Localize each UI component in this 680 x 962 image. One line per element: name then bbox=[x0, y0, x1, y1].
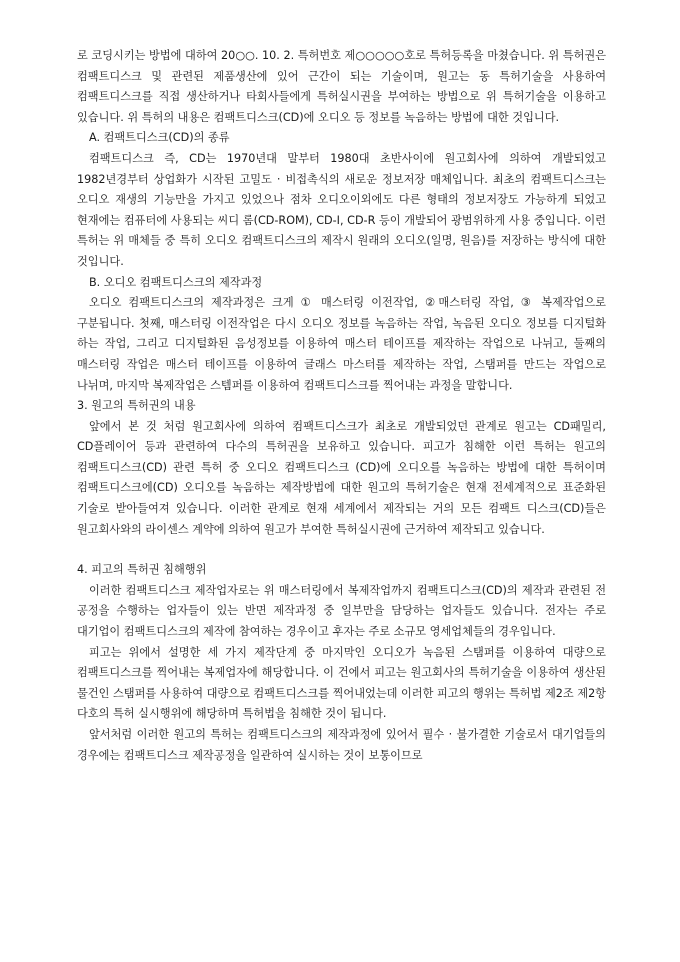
section-heading-3: 3. 원고의 특허권의 내용 bbox=[77, 399, 196, 413]
body-paragraph: 컴팩트디스크 즉, CD는 1970년대 말부터 1980대 초반사이에 원고회사에 의하여 개발되었고 1982년경부터 상업화가 시작된 고밀도 · 비접촉식의 새로운 정보저장 매체입니다. 최초의 컴팩트디스크는 오디오 재생의 기능만을 가지고 있었으나 점차 오디오이외에도 다른 형태의 정보저장도 가능하게 되었고 현재에는 컴퓨터에 사용되는 씨디 롬(CD-ROM), CD-I, CD-R 등이 개발되어 광범위하게 사용 중입니다. 이런 특허는 위 매체들 중 특히 오디오 컴팩트디스크의 제작시 원래의 오디오(일명, 원음)를 저장하는 방식에 대한 것입니다. bbox=[77, 151, 606, 268]
body-paragraph: 피고는 위에서 설명한 세 가지 제작단계 중 마지막인 오디오가 녹음된 스탬퍼를 이용하여 대량으로 컴팩트디스크를 찍어내는 복제업자에 해당합니다. 이 건에서 피고는 원고회사의 특허기술을 이용하여 생산된 물건인 스탬퍼를 사용하여 대량으로 컴팩트디스크를 찍어내었는데 이러한 피고의 행위는 특허법 제2조 제2항 다호의 특허 실시행위에 해당하며 특허법을 침해한 것이 됩니다. bbox=[77, 645, 606, 721]
body-paragraph: 앞에서 본 것 처럼 원고회사에 의하여 컴팩트디스크가 최초로 개발되었던 관계로 원고는 CD패밀리, CD플레이어 등과 관련하여 다수의 특허권을 보유하고 있습니다. 피고가 침해한 이런 특허는 원고의 컴팩트디스크(CD) 관련 특허 중 오디오 컴팩트디스크 (CD)에 오디오를 녹음하는 방법에 대한 특허이며 컴팩트디스크에(CD) 오디오를 녹음하는 제작방법에 대한 원고의 특허기술은 현재 전세계적으로 표준화된 기술로 받아들여져 있습니다. 이러한 관계로 현재 세계에서 제작되는 거의 모든 컴팩트 디스크(CD)들은 원고회사와의 라이센스 계약에 의하여 원고가 부여한 특허실시권에 근거하여 제작되고 있습니다. bbox=[77, 419, 606, 536]
section-heading-4: 4. 피고의 특허권 침해행위 bbox=[77, 563, 207, 577]
body-paragraph: 이러한 컴팩트디스크 제작업자로는 위 매스터링에서 복제작업까지 컴팩트디스크(CD)의 제작과 관련된 전 공정을 수행하는 업자들이 있는 반면 제작과정 중 일부만을 담당하는 업자들도 있습니다. 전자는 주로 대기업이 컴팩트디스크의 제작에 참여하는 경우이고 후자는 주로 소규모 영세업체들의 경우입니다. bbox=[77, 583, 606, 639]
body-paragraph: 오디오 컴팩트디스크의 제작과정은 크게 ① 매스터링 이전작업, ②매스터링 작업, ③ 복제작업으로 구분됩니다. 첫째, 매스터링 이전작업은 다시 오디오 정보를 녹음하는 작업, 녹음된 오디오 정보를 디지털화 하는 작업, 그리고 디지털화된 음성정보를 이용하여 매스터 테이프를 제작하는 작업으로 나뉘고, 둘째의 매스터링 작업은 매스터 테이프를 이용하여 글래스 마스터를 제작하는 작업, 스탬퍼를 만드는 작업으로 나뉘며, 마지막 복제작업은 스템퍼를 이용하여 컴팩트디스크를 찍어내는 과정을 말합니다. bbox=[77, 296, 606, 392]
blank-line bbox=[77, 540, 606, 560]
body-paragraph: 앞서처럼 이러한 원고의 특허는 컴팩트디스크의 제작과정에 있어서 필수 · 불가결한 기술로서 대기업들의 경우에는 컴팩트디스크 제작공정을 일관하여 실시하는 것이 보통이므로 bbox=[77, 728, 606, 762]
body-paragraph: 로 코딩시키는 방법에 대하여 20○○. 10. 2. 특허번호 제○○○○○호로 특허등록을 마쳤습니다. 위 특허권은 컴팩트디스크 및 관련된 제품생산에 있어 근간이 되는 기술이며, 원고는 동 특허기술을 사용하여 컴팩트디스크를 직접 생산하거나 타회사들에게 특허실시권을 부여하는 방법으로 위 특허기술을 이용하고 있습니다. 위 특허의 내용은 컴팩트디스크(CD)에 오디오 등 정보를 녹음하는 방법에 대한 것입니다. bbox=[77, 49, 606, 124]
section-heading-b: B. 오디오 컴팩트디스크의 제작과정 bbox=[89, 275, 263, 289]
section-heading-a: A. 컴팩트디스크(CD)의 종류 bbox=[89, 131, 230, 145]
